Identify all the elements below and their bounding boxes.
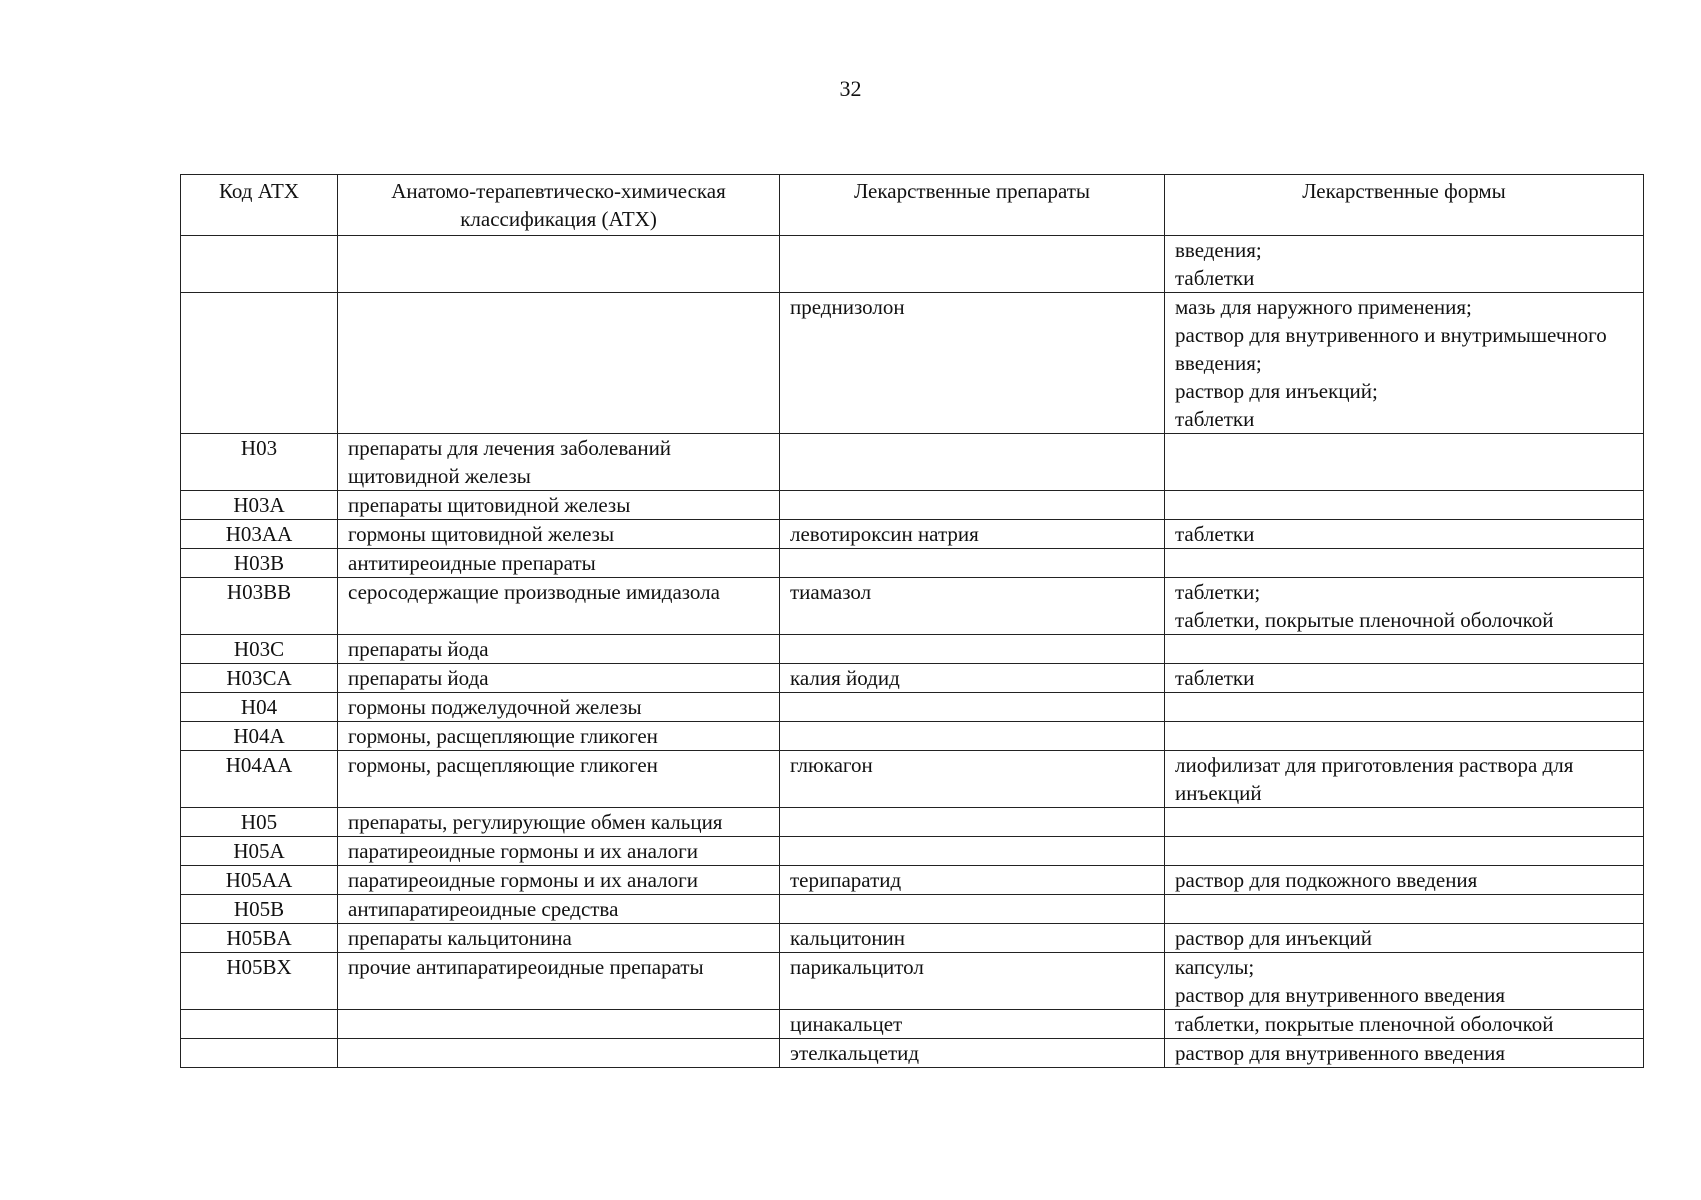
cell-atx (338, 895, 780, 924)
cell-forms (1165, 491, 1644, 520)
table-row (181, 866, 1644, 895)
cell-code-text: H05B (233, 897, 285, 921)
table-row (181, 1010, 1644, 1039)
cell-code-text: H05BA (226, 926, 292, 950)
cell-code (181, 434, 338, 491)
cell-forms-text: капсулы; раствор для внутривенного введения (1175, 955, 1506, 1007)
cell-atx (338, 866, 780, 895)
cell-forms-text: раствор для подкожного введения (1175, 868, 1478, 892)
cell-drug (780, 722, 1165, 751)
cell-forms (1165, 693, 1644, 722)
cell-code-text: H03AA (225, 522, 293, 546)
cell-forms (1165, 635, 1644, 664)
cell-atx-text: антипаратиреоидные средства (348, 897, 619, 921)
cell-forms-text: раствор для внутривенного введения (1175, 1041, 1506, 1065)
cell-drug-text: кальцитонин (790, 926, 906, 950)
cell-drug-text: тиамазол (790, 580, 872, 604)
table-row (181, 751, 1644, 808)
cell-forms (1165, 722, 1644, 751)
table-row (181, 236, 1644, 293)
cell-forms (1165, 837, 1644, 866)
cell-atx-text: препараты кальцитонина (348, 926, 572, 950)
cell-code (181, 1010, 338, 1039)
cell-forms (1165, 953, 1644, 1010)
cell-code (181, 808, 338, 837)
cell-atx-text: антитиреоидные препараты (348, 551, 596, 575)
cell-forms-text: мазь для наружного применения; раствор для внутривенного и внутримышечного введения; раствор для инъекций; таблетки (1175, 295, 1607, 431)
cell-drug (780, 434, 1165, 491)
cell-atx-text: паратиреоидные гормоны и их аналоги (348, 839, 698, 863)
table-row (181, 635, 1644, 664)
cell-atx (338, 520, 780, 549)
cell-code (181, 491, 338, 520)
table-header-row (181, 175, 1644, 236)
cell-atx-text: гормоны поджелудочной железы (348, 695, 642, 719)
cell-code (181, 664, 338, 693)
cell-code-text: H03C (233, 637, 285, 661)
cell-drug (780, 236, 1165, 293)
cell-code-text: H04 (240, 695, 278, 719)
cell-forms (1165, 520, 1644, 549)
table-row (181, 520, 1644, 549)
page-number: 32 (839, 76, 862, 101)
cell-drug (780, 293, 1165, 434)
cell-drug (780, 953, 1165, 1010)
cell-code-text: H04A (233, 724, 285, 748)
cell-drug (780, 578, 1165, 635)
cell-code (181, 924, 338, 953)
cell-code-text: H05A (233, 839, 285, 863)
cell-code (181, 837, 338, 866)
cell-atx-text: препараты йода (348, 637, 489, 661)
cell-forms (1165, 1010, 1644, 1039)
cell-code (181, 895, 338, 924)
cell-drug (780, 751, 1165, 808)
cell-atx-text: препараты йода (348, 666, 489, 690)
cell-drug-text: левотироксин натрия (790, 522, 979, 546)
cell-atx (338, 837, 780, 866)
cell-code-text: H03CA (226, 666, 292, 690)
cell-code-text: H05BX (226, 955, 292, 979)
cell-forms (1165, 895, 1644, 924)
cell-code (181, 293, 338, 434)
cell-forms (1165, 434, 1644, 491)
cell-atx (338, 578, 780, 635)
cell-drug-text: преднизолон (790, 295, 905, 319)
cell-drug (780, 895, 1165, 924)
table-row (181, 1039, 1644, 1068)
cell-code-text: H03 (240, 436, 278, 460)
cell-atx-text: гормоны щитовидной железы (348, 522, 615, 546)
cell-drug (780, 635, 1165, 664)
table-row (181, 434, 1644, 491)
cell-drug (780, 808, 1165, 837)
cell-atx-text: гормоны, расщепляющие гликоген (348, 724, 658, 748)
cell-drug (780, 520, 1165, 549)
cell-code (181, 693, 338, 722)
cell-atx (338, 635, 780, 664)
table-body (181, 236, 1644, 1068)
cell-code (181, 953, 338, 1010)
cell-forms (1165, 664, 1644, 693)
cell-forms-text: лиофилизат для приготовления раствора для инъекций (1175, 753, 1574, 805)
cell-atx (338, 664, 780, 693)
cell-atx (338, 751, 780, 808)
cell-code (181, 578, 338, 635)
cell-forms (1165, 924, 1644, 953)
cell-drug-text: цинакальцет (790, 1012, 903, 1036)
cell-code (181, 549, 338, 578)
header-atx: Анатомо-терапевтическо-химическая классификация (АТХ) (338, 175, 780, 236)
cell-atx (338, 722, 780, 751)
header-drugs: Лекарственные препараты (780, 175, 1165, 236)
cell-code (181, 1039, 338, 1068)
cell-atx-text: серосодержащие производные имидазола (348, 580, 720, 604)
atx-table (180, 174, 1644, 1068)
cell-drug-text: калия йодид (790, 666, 900, 690)
cell-forms (1165, 808, 1644, 837)
cell-drug-text: терипаратид (790, 868, 902, 892)
cell-atx-text: препараты, регулирующие обмен кальция (348, 810, 723, 834)
cell-forms (1165, 236, 1644, 293)
cell-atx-text: гормоны, расщепляющие гликоген (348, 753, 658, 777)
cell-forms-text: таблетки; таблетки, покрытые пленочной оболочкой (1175, 580, 1554, 632)
cell-atx (338, 693, 780, 722)
table-row (181, 491, 1644, 520)
cell-forms (1165, 751, 1644, 808)
cell-drug-text: этелкальцетид (790, 1041, 920, 1065)
cell-drug-text: парикальцитол (790, 955, 924, 979)
cell-drug (780, 491, 1165, 520)
cell-atx (338, 491, 780, 520)
cell-atx-text: паратиреоидные гормоны и их аналоги (348, 868, 698, 892)
cell-atx (338, 549, 780, 578)
cell-atx (338, 924, 780, 953)
cell-drug-text: глюкагон (790, 753, 873, 777)
table-row (181, 953, 1644, 1010)
cell-atx (338, 953, 780, 1010)
cell-forms (1165, 578, 1644, 635)
cell-code (181, 751, 338, 808)
table-row (181, 722, 1644, 751)
table-row (181, 924, 1644, 953)
table-row (181, 693, 1644, 722)
cell-forms-text: таблетки, покрытые пленочной оболочкой (1175, 1012, 1554, 1036)
cell-code (181, 635, 338, 664)
table-row (181, 549, 1644, 578)
cell-code (181, 866, 338, 895)
header-forms: Лекарственные формы (1165, 175, 1644, 236)
cell-code (181, 722, 338, 751)
cell-drug (780, 664, 1165, 693)
cell-forms-text: раствор для инъекций (1175, 926, 1372, 950)
cell-drug (780, 866, 1165, 895)
cell-atx (338, 236, 780, 293)
table-row (181, 808, 1644, 837)
cell-forms-text: введения; таблетки (1175, 238, 1262, 290)
cell-atx-text: прочие антипаратиреоидные препараты (348, 955, 704, 979)
cell-forms (1165, 293, 1644, 434)
table-row (181, 578, 1644, 635)
cell-code-text: H05 (240, 810, 278, 834)
header-code: Код АТХ (181, 175, 338, 236)
table-row (181, 293, 1644, 434)
cell-atx (338, 808, 780, 837)
table-row (181, 895, 1644, 924)
cell-drug (780, 1039, 1165, 1068)
cell-drug (780, 549, 1165, 578)
cell-code-text: H03A (233, 493, 285, 517)
cell-code-text: H04AA (225, 753, 293, 777)
cell-atx (338, 434, 780, 491)
cell-atx (338, 1039, 780, 1068)
cell-forms (1165, 866, 1644, 895)
cell-drug (780, 1010, 1165, 1039)
cell-code-text: H03BB (226, 580, 292, 604)
cell-forms (1165, 549, 1644, 578)
cell-forms-text: таблетки (1175, 666, 1255, 690)
cell-atx (338, 293, 780, 434)
table-row (181, 664, 1644, 693)
cell-forms-text: таблетки (1175, 522, 1255, 546)
cell-drug (780, 693, 1165, 722)
cell-forms (1165, 1039, 1644, 1068)
cell-atx (338, 1010, 780, 1039)
cell-code-text: H05AA (225, 868, 293, 892)
cell-drug (780, 924, 1165, 953)
cell-drug (780, 837, 1165, 866)
cell-atx-text: препараты щитовидной железы (348, 493, 631, 517)
cell-code (181, 236, 338, 293)
cell-atx-text: препараты для лечения заболеваний щитовидной железы (348, 436, 672, 488)
cell-code-text: H03B (233, 551, 285, 575)
table-row (181, 837, 1644, 866)
cell-code (181, 520, 338, 549)
